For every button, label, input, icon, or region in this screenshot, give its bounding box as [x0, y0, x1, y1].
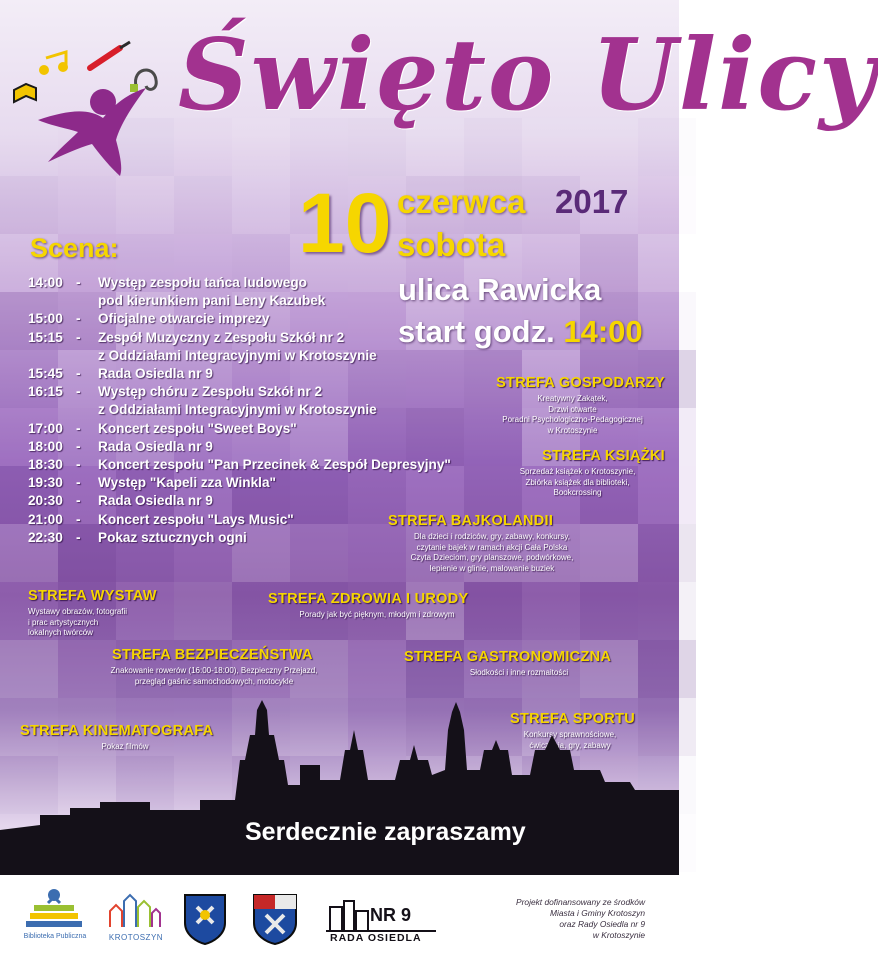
zone-bajkolandii: [382, 513, 602, 574]
zone-gospodarzy: [440, 375, 665, 436]
zone-title: STREFA GASTRONOMICZNA: [404, 649, 612, 665]
biblioteka-logo: [16, 875, 92, 960]
schedule-time: 20:30: [28, 493, 63, 509]
zone-title: STREFA ZDROWIA I URODY: [268, 591, 469, 607]
mosaic-tile: [0, 176, 58, 234]
music-notes-icon: [39, 52, 68, 75]
schedule-dash: -: [76, 475, 81, 491]
funding-note: Projekt dofinansowany ze środków Miasta i Gminy Krotoszyn oraz Rady Osiedla nr 9 w Krotoszynie: [516, 897, 645, 940]
schedule-time: 18:00: [28, 438, 63, 454]
schedule-dash: -: [76, 275, 81, 290]
schedule-item: [28, 383, 488, 419]
mosaic-tile: [522, 582, 580, 640]
schedule-time: 21:00: [28, 511, 63, 527]
schedule-item: [28, 310, 488, 328]
zone-description: Sprzedaż książek o Krotoszynie, Zbiórka książek dla biblioteki, Bookcrossing: [519, 467, 636, 497]
zone-description: Wystawy obrazów, fotografii i prac artystycznych lokalnych twórców: [28, 607, 128, 637]
emblem: [8, 40, 173, 180]
zone-title: STREFA GOSPODARZY: [496, 375, 665, 391]
schedule-dash: -: [76, 329, 81, 345]
schedule-text: Występ zespołu tańca ludowego pod kierunkiem pani Leny Kazubek: [98, 275, 326, 309]
scena-heading: Scena:: [30, 233, 119, 263]
schedule-dash: -: [76, 420, 81, 436]
krotoszyn-logo-caption: KROTOSZYN: [108, 933, 164, 942]
mosaic-tile: [638, 524, 696, 582]
star-person-icon: [38, 88, 146, 176]
mosaic-tile: [58, 176, 116, 234]
schedule-dash: -: [76, 457, 81, 473]
zone-description: Znakowanie rowerów (16:00-18:00), Bezpieczny Przejazd, przegląd gaśnic samochodowych, motocykle: [110, 666, 318, 686]
zone-zdrowia: [262, 591, 492, 621]
event-day: 10: [298, 176, 392, 270]
schedule-text: Zespół Muzyczny z Zespołu Szkół nr 2 z Oddziałami Integracyjnymi w Krotoszynie: [98, 329, 377, 363]
zone-title: STREFA WYSTAW: [28, 588, 157, 604]
county-coat-of-arms: [252, 893, 298, 945]
city-coat-of-arms: [183, 893, 227, 945]
schedule-dash: -: [76, 311, 81, 327]
headphones-icon: [130, 70, 156, 92]
schedule-time: 18:30: [28, 457, 63, 473]
schedule-text: Rada Osiedla nr 9: [98, 438, 213, 454]
zone-gastronomiczna: [404, 649, 634, 679]
schedule-dash: -: [76, 493, 81, 509]
schedule-dash: -: [76, 529, 81, 545]
zone-wystaw: [28, 588, 198, 639]
book-icon: [14, 84, 36, 102]
schedule-item: [28, 492, 488, 510]
schedule-item: [28, 365, 488, 383]
schedule-dash: -: [76, 384, 81, 400]
biblioteka-logo-caption: Biblioteka Publiczna: [23, 933, 87, 940]
event-title: Święto Ulicy: [178, 18, 878, 133]
zone-description: Konkursy sprawnościowe, gry, zabawy: [523, 730, 617, 750]
schedule-text: Występ "Kapeli zza Winkla": [98, 475, 276, 491]
schedule-text: Koncert zespołu "Pan Przecinek & Zespół Depresyjny": [98, 457, 451, 473]
start-prefix: start godz.: [398, 314, 555, 349]
mosaic-tile: [638, 292, 696, 350]
mosaic-tile: [638, 234, 696, 292]
event-month: czerwca: [397, 183, 526, 220]
schedule-dash: -: [76, 438, 81, 454]
schedule-text: Rada Osiedla nr 9: [98, 493, 213, 509]
schedule-text: Koncert zespołu "Sweet Boys": [98, 420, 297, 436]
zone-title: STREFA KSIĄŻKI: [542, 448, 665, 464]
mosaic-tile: [232, 176, 290, 234]
schedule-item: [28, 474, 488, 492]
schedule-item: [28, 438, 488, 456]
start-time: 14:00: [563, 314, 643, 349]
schedule-time: 16:15: [28, 384, 63, 400]
schedule-text: Koncert zespołu "Lays Music": [98, 511, 294, 527]
event-weekday: sobota: [397, 226, 506, 263]
mosaic-tile: [580, 582, 638, 640]
schedule-time: 19:30: [28, 475, 63, 491]
schedule-time: 22:30: [28, 529, 63, 545]
event-year: 2017: [555, 183, 629, 220]
rada-osiedla-number: NR 9: [370, 905, 412, 925]
zone-description: Kreatywny Zakątek, Drzwi otwarte Poradni Psychologiczno-Pedagogicznej w Krotoszynie: [502, 394, 643, 435]
zone-title: STREFA BEZPIECZEŃSTWA: [112, 647, 313, 663]
schedule-text: Oficjalne otwarcie imprezy: [98, 311, 270, 327]
zone-description: Dla dzieci i rodziców, gry, zabawy, konkursy, czytanie bajek w ramach akcji Cała Polska Czyta Dzieciom, gry planszowe, podwórkowe, lepienie w glinie, malowanie buziek: [410, 532, 574, 573]
town-skyline-silhouette: [0, 690, 679, 890]
schedule-dash: -: [76, 511, 81, 527]
mosaic-tile: [638, 176, 696, 234]
zone-description: Pokaz filmów: [101, 742, 149, 751]
schedule-time: 14:00: [28, 275, 63, 290]
invitation-text: Serdecznie zapraszamy: [245, 818, 526, 846]
mosaic-tile: [116, 176, 174, 234]
event-location: ulica Rawicka: [398, 272, 602, 307]
schedule-text: Rada Osiedla nr 9: [98, 366, 213, 382]
schedule-item: [28, 420, 488, 438]
zone-bezpieczenstwa: [84, 647, 344, 687]
zone-title: STREFA SPORTU: [510, 711, 636, 727]
schedule-item: [28, 274, 488, 310]
paintbrush-icon: [90, 42, 130, 68]
schedule-list: [28, 274, 488, 547]
krotoszyn-logo: [104, 891, 166, 931]
zone-title: STREFA BAJKOLANDII: [388, 513, 554, 529]
schedule-item: [28, 456, 488, 474]
zone-ksiazki: [470, 448, 665, 499]
mosaic-tile: [638, 582, 696, 640]
mosaic-tile: [174, 176, 232, 234]
schedule-item: [28, 329, 488, 365]
schedule-time: 17:00: [28, 420, 63, 436]
zone-description: Słodkości i inne rozmaitości: [469, 668, 569, 677]
zone-description: Porady jak być pięknym, młodym i zdrowym: [299, 610, 455, 619]
zone-title: STREFA KINEMATOGRAFA: [20, 723, 214, 739]
schedule-time: 15:00: [28, 311, 63, 327]
schedule-time: 15:15: [28, 329, 63, 345]
schedule-text: Występ chóru z Zespołu Szkół nr 2 z Oddziałami Integracyjnymi w Krotoszynie: [98, 384, 377, 418]
schedule-text: Pokaz sztucznych ogni: [98, 529, 247, 545]
schedule-dash: -: [76, 366, 81, 382]
rada-osiedla-caption: RADA OSIEDLA: [330, 932, 422, 944]
schedule-time: 15:45: [28, 366, 63, 382]
